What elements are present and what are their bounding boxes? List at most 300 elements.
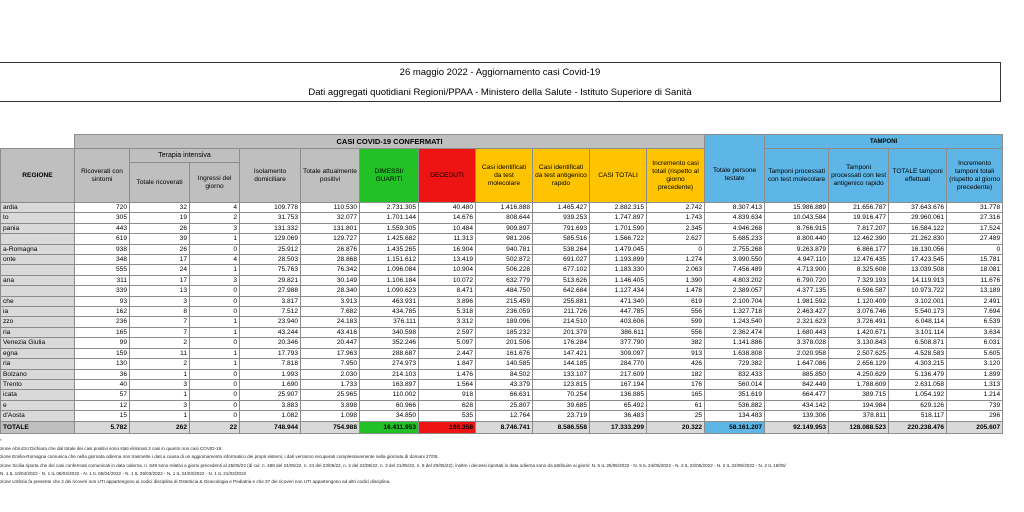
cell-value: 1.733: [301, 379, 360, 389]
cell-value: 147.421: [533, 348, 590, 358]
cell-value: 25.907: [240, 390, 301, 400]
cell-value: 5.685.233: [705, 234, 765, 244]
cell-value: 1.151.612: [360, 255, 419, 265]
cell-value: 140.585: [476, 359, 533, 369]
region-name: [1, 286, 75, 296]
region-name: Venezia Giulia: [1, 338, 75, 348]
cell-value: 296: [947, 411, 1003, 421]
cell-value: 176: [647, 379, 705, 389]
cell-value: 12.764: [476, 411, 533, 421]
cell-value: 2: [190, 213, 240, 223]
cell-value: 32.077: [301, 213, 360, 223]
cell-value: 12: [75, 400, 130, 410]
cell-value: 1.193.899: [590, 255, 647, 265]
cell-value: 0: [190, 379, 240, 389]
cell-value: 4.803.202: [705, 275, 765, 285]
cell-value: 0: [947, 244, 1003, 254]
cell-value: 2.020.958: [765, 348, 829, 358]
cell-value: 185.232: [476, 327, 533, 337]
cell-value: 2.507.625: [829, 348, 889, 358]
cell-value: 447.785: [590, 307, 647, 317]
cell-value: 18.081: [947, 265, 1003, 275]
cell-value: 34.850: [360, 411, 419, 421]
cell-value: 189.096: [476, 317, 533, 327]
cell-value: 182: [647, 369, 705, 379]
cell-value: 211.726: [533, 307, 590, 317]
cell-value: 3.130.843: [829, 338, 889, 348]
cell-value: 176.284: [533, 338, 590, 348]
cell-value: 39: [130, 234, 190, 244]
cell-value: 159: [75, 348, 130, 358]
cell-value: 10.484: [419, 223, 476, 233]
cell-value: 1.690: [240, 379, 301, 389]
cell-value: 4.713.900: [765, 265, 829, 275]
cell-value: 351.619: [705, 390, 765, 400]
cell-value: 8: [130, 307, 190, 317]
cell-value: 5.540.173: [889, 307, 947, 317]
cell-value: 1: [190, 327, 240, 337]
region-name: ana: [1, 275, 75, 285]
cell-value: 7.329.193: [829, 275, 889, 285]
region-name: che: [1, 296, 75, 306]
cell-value: 556: [647, 327, 705, 337]
cell-value: 471.340: [590, 296, 647, 306]
cell-value: 4: [190, 255, 240, 265]
cell-value: 214.103: [360, 369, 419, 379]
cell-value: 0: [190, 286, 240, 296]
cell-value: 909.897: [476, 223, 533, 233]
cell-value: 913: [647, 348, 705, 358]
cell-value: 220.238.476: [889, 421, 947, 433]
cell-value: 24: [130, 265, 190, 275]
cell-value: 26: [130, 244, 190, 254]
cell-value: 2.882.315: [590, 203, 647, 213]
cell-value: 8.471: [419, 286, 476, 296]
cell-value: 2.742: [647, 203, 705, 213]
region-name: onte: [1, 255, 75, 265]
cell-value: 128.088.523: [829, 421, 889, 433]
cell-value: 5.318: [419, 307, 476, 317]
region-name: [1, 234, 75, 244]
cell-value: 981.206: [476, 234, 533, 244]
table-body: [1, 203, 1003, 434]
table-row: [1, 265, 1003, 275]
cell-value: 17: [130, 255, 190, 265]
table-row: [1, 213, 1003, 223]
cell-value: 70.254: [533, 390, 590, 400]
total-row: [1, 421, 1003, 433]
table-row: [1, 275, 1003, 285]
cell-value: 377.790: [590, 338, 647, 348]
cell-value: 13.419: [419, 255, 476, 265]
col-casi-antigenico: Casi identificati da test antigenico rapido: [533, 149, 590, 203]
table-row: [1, 348, 1003, 358]
col-dimessi-guariti: DIMESSI/ GUARITI: [360, 149, 419, 203]
cell-value: 11.313: [419, 234, 476, 244]
cell-value: 28.503: [240, 255, 301, 265]
cell-value: 123.815: [533, 379, 590, 389]
cell-value: 1.090.623: [360, 286, 419, 296]
cell-value: 17.423.545: [889, 255, 947, 265]
group-casi-confermati: CASI COVID-19 CONFERMATI: [75, 135, 705, 149]
cell-value: 1.747.897: [590, 213, 647, 223]
cell-value: 25.912: [240, 244, 301, 254]
cell-value: 3: [190, 223, 240, 233]
cell-value: 17: [130, 275, 190, 285]
cell-value: 205.607: [947, 421, 1003, 433]
table-row: [1, 327, 1003, 337]
cell-value: 2: [130, 338, 190, 348]
cell-value: 3: [130, 400, 190, 410]
cell-value: 16.904: [419, 244, 476, 254]
col-ricoverati: Ricoverati con sintomi: [75, 149, 130, 203]
cell-value: 139.306: [765, 411, 829, 421]
cell-value: 8.307.413: [705, 203, 765, 213]
cell-value: 43.416: [301, 327, 360, 337]
cell-value: 2.731.305: [360, 203, 419, 213]
cell-value: 1.559.305: [360, 223, 419, 233]
cell-value: 3.101.114: [889, 327, 947, 337]
cell-value: 110.530: [301, 203, 360, 213]
cell-value: 339: [75, 286, 130, 296]
cell-value: 1.788.609: [829, 379, 889, 389]
cell-value: 3.913: [301, 296, 360, 306]
cell-value: 26.876: [301, 244, 360, 254]
cell-value: 163.897: [360, 379, 419, 389]
cell-value: 1.243.540: [705, 317, 765, 327]
cell-value: 5.782: [75, 421, 130, 433]
cell-value: 1.435.265: [360, 244, 419, 254]
cell-value: 17.793: [240, 348, 301, 358]
cell-value: 3.102.001: [889, 296, 947, 306]
cell-value: 463.931: [360, 296, 419, 306]
covid-table: [0, 134, 1003, 434]
cell-value: 918: [419, 390, 476, 400]
cell-value: 5.605: [947, 348, 1003, 358]
cell-value: 2.345: [647, 223, 705, 233]
cell-value: 284.770: [590, 359, 647, 369]
cell-value: 10.904: [419, 265, 476, 275]
cell-value: 677.102: [533, 265, 590, 275]
col-casi-totali: CASI TOTALI: [590, 149, 647, 203]
table-row: [1, 369, 1003, 379]
col-tamponi-incremento: Incremento tamponi totali (rispetto al giorno precedente): [947, 149, 1003, 203]
cell-value: 134.483: [705, 411, 765, 421]
cell-value: 7.817.207: [829, 223, 889, 233]
cell-value: 28.868: [301, 255, 360, 265]
cell-value: 1.214: [947, 390, 1003, 400]
group-tamponi: TAMPONI: [765, 135, 1003, 149]
cell-value: 3: [130, 379, 190, 389]
cell-value: 939.253: [533, 213, 590, 223]
cell-value: 165: [75, 327, 130, 337]
cell-value: 7.456.489: [705, 265, 765, 275]
group-terapia-intensiva: Terapia intensiva: [130, 149, 240, 163]
cell-value: 3.726.491: [829, 317, 889, 327]
cell-value: 40.480: [419, 203, 476, 213]
cell-value: 1.416.888: [476, 203, 533, 213]
cell-value: 484.750: [476, 286, 533, 296]
cell-value: 65.492: [590, 400, 647, 410]
cell-value: 832.433: [705, 369, 765, 379]
footnote-line: *: [0, 438, 2, 443]
cell-value: 4.947.110: [765, 255, 829, 265]
cell-value: 2.362.474: [705, 327, 765, 337]
cell-value: 0: [190, 244, 240, 254]
cell-value: 9.263.879: [765, 244, 829, 254]
cell-value: 305: [75, 213, 130, 223]
cell-value: 340.598: [360, 327, 419, 337]
cell-value: 16.130.056: [889, 244, 947, 254]
cell-value: 22: [190, 421, 240, 433]
cell-value: 201.379: [533, 327, 590, 337]
cell-value: 1: [130, 369, 190, 379]
cell-value: 7.512: [240, 307, 301, 317]
region-name: to: [1, 213, 75, 223]
cell-value: 13.039.508: [889, 265, 947, 275]
cell-value: 3: [190, 275, 240, 285]
region-name: TOTALE: [1, 421, 75, 433]
footnote-line: zione Umbria fa presente che 2 dei ricoveri non UTI appartengono ai codici disciplina di Ostetricia & Ginecologia e Pediatria e che 37 dei ricoveri non UTI appartengono ad altri codici disciplina.: [0, 479, 391, 485]
cell-value: 21.262.830: [889, 234, 947, 244]
cell-value: 311: [75, 275, 130, 285]
col-casi-molecolare: Casi identificati da test molecolare: [476, 149, 533, 203]
cell-value: 536.882: [705, 400, 765, 410]
cell-value: 513.626: [533, 275, 590, 285]
col-incremento-casi: Incremento casi totali (rispetto al giorno precedente): [647, 149, 705, 203]
cell-value: 194.984: [829, 400, 889, 410]
cell-value: 43.379: [476, 379, 533, 389]
cell-value: 2.389.057: [705, 286, 765, 296]
cell-value: 6.866.177: [829, 244, 889, 254]
region-name: e: [1, 400, 75, 410]
cell-value: 17.333.299: [590, 421, 647, 433]
cell-value: 7.694: [947, 307, 1003, 317]
cell-value: 1.899: [947, 369, 1003, 379]
cell-value: 1.638.808: [705, 348, 765, 358]
cell-value: 0: [190, 307, 240, 317]
region-name: ardia: [1, 203, 75, 213]
cell-value: 382: [647, 338, 705, 348]
table-row: [1, 379, 1003, 389]
footnote-line: N. 1 IL 10/04/2022 - N. 1 IL 08/04/2022 - N. 1 IL 05/04/2022 - N. 1 IL 29/03/2022 - N. 1 IL 24/03/2022 - N. 1 IL 21/03/2022: [0, 470, 247, 476]
cell-value: 2.597: [419, 327, 476, 337]
cell-value: 32: [130, 203, 190, 213]
cell-value: 6.048.114: [889, 317, 947, 327]
report-subtitle: Dati aggregati quotidiani Regioni/PPAA - Ministero della Salute - Istituto Superiore di Sanità: [308, 87, 692, 98]
cell-value: 2.463.427: [765, 307, 829, 317]
cell-value: 17.524: [947, 223, 1003, 233]
cell-value: 129.069: [240, 234, 301, 244]
cell-value: 60.966: [360, 400, 419, 410]
cell-value: 6.539: [947, 317, 1003, 327]
cell-value: 16.584.122: [889, 223, 947, 233]
cell-value: 1.564: [419, 379, 476, 389]
region-name: d'Aosta: [1, 411, 75, 421]
cell-value: 535: [419, 411, 476, 421]
cell-value: 842.449: [765, 379, 829, 389]
cell-value: 352.246: [360, 338, 419, 348]
region-name: ria: [1, 327, 75, 337]
cell-value: 274.973: [360, 359, 419, 369]
cell-value: 1.743: [647, 213, 705, 223]
cell-value: 131.332: [240, 223, 301, 233]
cell-value: 3.817: [240, 296, 301, 306]
cell-value: 2.100.704: [705, 296, 765, 306]
table-row: [1, 203, 1003, 213]
region-name: ia: [1, 307, 75, 317]
cell-value: 23.719: [533, 411, 590, 421]
cell-value: 11: [130, 348, 190, 358]
cell-value: 791.693: [533, 223, 590, 233]
cell-value: 628: [419, 400, 476, 410]
cell-value: 3.990.550: [705, 255, 765, 265]
cell-value: 20.322: [647, 421, 705, 433]
cell-value: 84.502: [476, 369, 533, 379]
cell-value: 2.627: [647, 234, 705, 244]
cell-value: 130: [75, 359, 130, 369]
cell-value: 31.753: [240, 213, 301, 223]
cell-value: 15.781: [947, 255, 1003, 265]
cell-value: 5.136.479: [889, 369, 947, 379]
cell-value: 7: [130, 327, 190, 337]
cell-value: 136.885: [590, 390, 647, 400]
cell-value: 27.988: [240, 286, 301, 296]
cell-value: 506.228: [476, 265, 533, 275]
cell-value: 1.566.722: [590, 234, 647, 244]
table-row: [1, 307, 1003, 317]
cell-value: 3.076.746: [829, 307, 889, 317]
cell-value: 1.465.427: [533, 203, 590, 213]
footnote-line: zione Emilia-Romagna comunica che nella giornata odierna non trasmette i dati a causa di un aggiornamento informatico dei propri sistemi; i dati verranno recuperati complessivamente nella giornata di domani 27/05.: [0, 454, 439, 460]
cell-value: 434.785: [360, 307, 419, 317]
cell-value: 632.779: [476, 275, 533, 285]
cell-value: 434.142: [765, 400, 829, 410]
cell-value: 378.811: [829, 411, 889, 421]
cell-value: 43.244: [240, 327, 301, 337]
footnote-line: zione Abruzzo:Dichiara che dal totale dei casi positivi sono stati eliminati 3 casi in quanto non casi COVID-19.: [0, 446, 223, 452]
cell-value: 1.476: [419, 369, 476, 379]
cell-value: 1: [190, 265, 240, 275]
col-tamponi-totale: TOTALE tamponi effettuati: [889, 149, 947, 203]
footnote-line: zione Sicilia riporta che dei casi confermati comunicati in data odierna, n. 548 sono relativi a giorni precedenti al 25/05/22 (di cui: n. 488 del 24/05/22, n. 24 del 23/05/22, n. 2 del 22/05/22, n. 3 del 21/05/22, n. 9 del 20/05/22); inoltre i decessi riportati in data odierna sono da attribuire ai giorni: N. 5 IL 25/05/2022 - N. 5 IL 24/05/2022 - N. 2 IL 23/05/2022 - N. 2 IL 22/05/2022 - N. 2 IL 18/05/: [0, 462, 786, 468]
cell-value: 7: [130, 317, 190, 327]
cell-value: 1: [190, 348, 240, 358]
cell-value: 1.420.671: [829, 327, 889, 337]
cell-value: 2.656.129: [829, 359, 889, 369]
cell-value: 940.781: [476, 244, 533, 254]
cell-value: 19.916.477: [829, 213, 889, 223]
cell-value: 3.634: [947, 327, 1003, 337]
cell-value: 1.981.592: [765, 296, 829, 306]
cell-value: 348: [75, 255, 130, 265]
cell-value: 2.063: [647, 265, 705, 275]
cell-value: 0: [190, 390, 240, 400]
cell-value: 1.327.718: [705, 307, 765, 317]
cell-value: 0: [190, 400, 240, 410]
cell-value: 39.685: [533, 400, 590, 410]
region-name: ria: [1, 359, 75, 369]
cell-value: 1.183.330: [590, 265, 647, 275]
col-isolamento: Isolamento domiciliare: [240, 149, 301, 203]
cell-value: 3.898: [301, 400, 360, 410]
cell-value: 1.127.434: [590, 286, 647, 296]
cell-value: 25.807: [476, 400, 533, 410]
cell-value: 0: [190, 338, 240, 348]
region-name: Bolzano: [1, 369, 75, 379]
cell-value: 1.680.443: [765, 327, 829, 337]
cell-value: 443: [75, 223, 130, 233]
cell-value: 1: [130, 411, 190, 421]
cell-value: 599: [647, 317, 705, 327]
cell-value: 4: [190, 203, 240, 213]
cell-value: 1.478: [647, 286, 705, 296]
cell-value: 3: [130, 296, 190, 306]
col-tamponi-antigenico: Tamponi processati con test antigenico rapido: [829, 149, 889, 203]
cell-value: 57: [75, 390, 130, 400]
cell-value: 4.377.135: [765, 286, 829, 296]
cell-value: 40: [75, 379, 130, 389]
cell-value: 4.946.268: [705, 223, 765, 233]
col-tamponi-molecolare: Tamponi processati con test molecolare: [765, 149, 829, 203]
cell-value: 1.701.590: [590, 223, 647, 233]
cell-value: 20.346: [240, 338, 301, 348]
cell-value: 1.120.409: [829, 296, 889, 306]
cell-value: 4.839.634: [705, 213, 765, 223]
cell-value: 29.960.061: [889, 213, 947, 223]
cell-value: 12.462.390: [829, 234, 889, 244]
cell-value: 8.800.440: [765, 234, 829, 244]
cell-value: 76.342: [301, 265, 360, 275]
cell-value: 27.489: [947, 234, 1003, 244]
cell-value: 13: [130, 286, 190, 296]
cell-value: 1.096.084: [360, 265, 419, 275]
cell-value: 1.141.886: [705, 338, 765, 348]
cell-value: 109.778: [240, 203, 301, 213]
cell-value: 664.477: [765, 390, 829, 400]
cell-value: 720: [75, 203, 130, 213]
cell-value: 1: [190, 317, 240, 327]
cell-value: 1.146.405: [590, 275, 647, 285]
cell-value: 1.106.184: [360, 275, 419, 285]
cell-value: 6.596.587: [829, 286, 889, 296]
cell-value: 555: [75, 265, 130, 275]
cell-value: 165: [647, 390, 705, 400]
cell-value: 1: [130, 390, 190, 400]
table-row: [1, 286, 1003, 296]
cell-value: 201.506: [476, 338, 533, 348]
cell-value: 144.185: [533, 359, 590, 369]
cell-value: 748.944: [240, 421, 301, 433]
cell-value: 36: [75, 369, 130, 379]
cell-value: 92.149.953: [765, 421, 829, 433]
cell-value: 14.676: [419, 213, 476, 223]
cell-value: 21.656.787: [829, 203, 889, 213]
table-row: [1, 338, 1003, 348]
cell-value: 7.682: [301, 307, 360, 317]
cell-value: 110.002: [360, 390, 419, 400]
cell-value: 0: [647, 244, 705, 254]
cell-value: 5.097: [419, 338, 476, 348]
cell-value: 619: [75, 234, 130, 244]
cell-value: 0: [190, 411, 240, 421]
col-totale-positivi: Totale attualmente positivi: [301, 149, 360, 203]
cell-value: 1.390: [647, 275, 705, 285]
cell-value: 58.161.207: [705, 421, 765, 433]
cell-value: 2.321.623: [765, 317, 829, 327]
cell-value: 1.054.192: [889, 390, 947, 400]
cell-value: 754.988: [301, 421, 360, 433]
